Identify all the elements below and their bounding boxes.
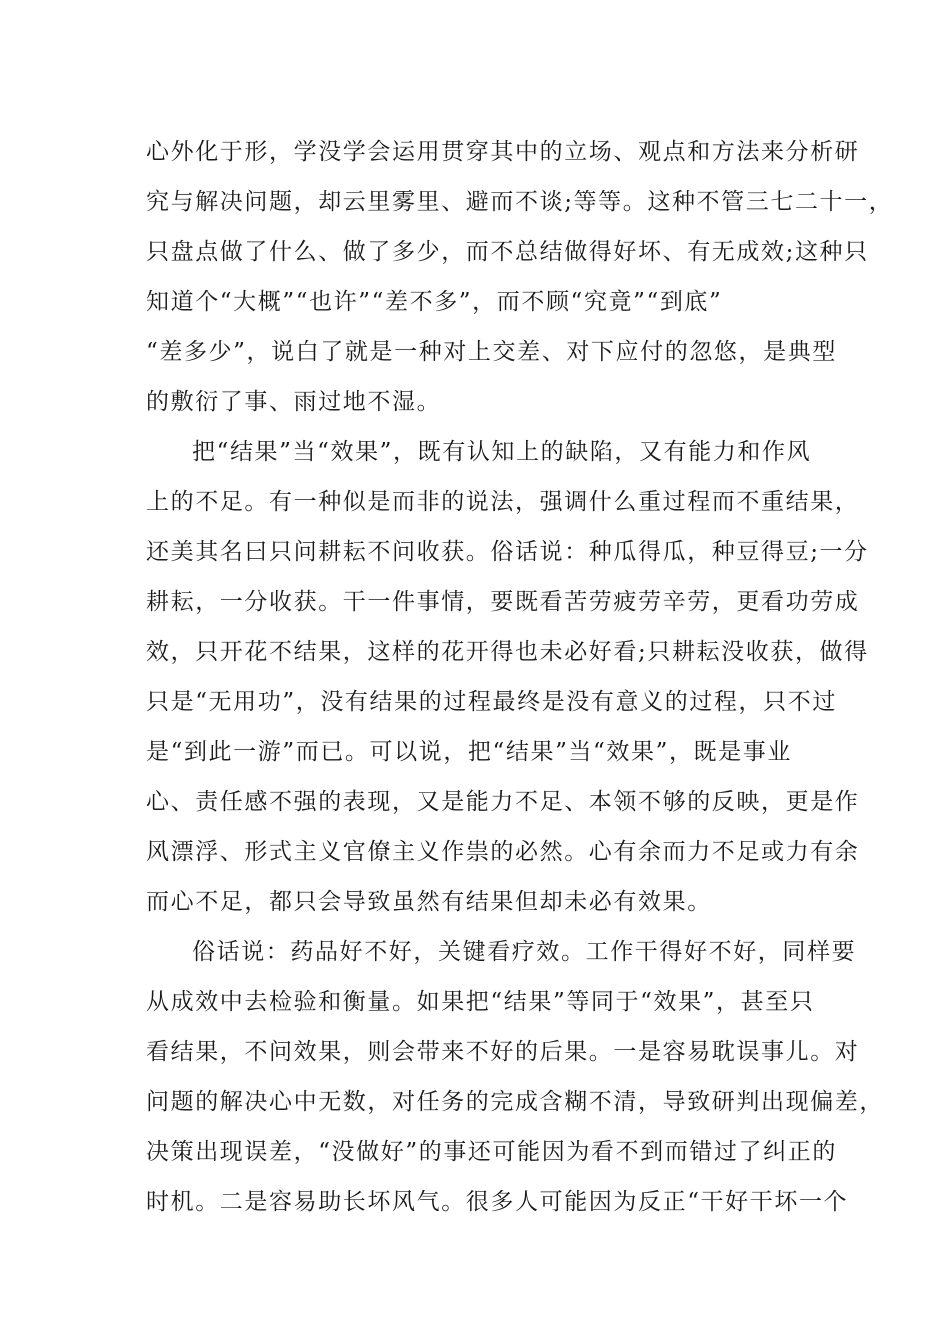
text-line: 而心不足，都只会导致虽然有结果但却未必有效果。 (146, 889, 712, 915)
text-line: 决策出现误差，“没做好”的事还可能因为看不到而错过了纠正的 (146, 1139, 837, 1165)
text-line: 是“到此一游”而已。可以说，把“结果”当“效果”，既是事业 (146, 739, 792, 765)
text-line: 耕耘，一分收获。干一件事情，要既看苦劳疲劳辛劳，更看功劳成 (146, 589, 860, 615)
text-line: “差多少”，说白了就是一种对上交差、对下应付的忽悠，是典型 (146, 339, 837, 365)
paragraph-first-line: 俗话说：药品好不好，关键看疗效。工作干得好不好，同样要 (192, 939, 857, 965)
text-line: 究与解决问题，却云里雾里、避而不谈;等等。这种不管三七二十一， (146, 189, 894, 215)
text-line: 心、责任感不强的表现，又是能力不足、本领不够的反映，更是作 (146, 789, 860, 815)
text-line: 时机。二是容易助长坏风气。很多人可能因为反正“干好干坏一个 (146, 1189, 849, 1215)
text-line: 只盘点做了什么、做了多少，而不总结做得好坏、有无成效;这种只 (146, 239, 869, 265)
text-line: 效，只开花不结果，这样的花开得也未必好看;只耕耘没收获，做得 (146, 639, 869, 665)
text-line: 风漂浮、形式主义官僚主义作祟的必然。心有余而力不足或力有余 (146, 839, 860, 865)
text-line: 看结果，不问效果，则会带来不好的后果。一是容易耽误事儿。对 (146, 1039, 860, 1065)
text-line: 知道个“大概”“也许”“差不多”，而不顾“究竟”“到底” (146, 289, 723, 315)
text-line: 问题的解决心中无数，对任务的完成含糊不清，导致研判出现偏差， (146, 1089, 884, 1115)
text-line: 心外化于形，学没学会运用贯穿其中的立场、观点和方法来分析研 (146, 139, 860, 165)
text-line: 还美其名曰只问耕耘不问收获。俗话说：种瓜得瓜，种豆得豆;一分 (146, 539, 869, 565)
text-line: 的敷衍了事、雨过地不湿。 (146, 389, 442, 415)
paragraph-first-line: 把“结果”当“效果”，既有认知上的缺陷，又有能力和作风 (192, 439, 812, 465)
text-line: 上的不足。有一种似是而非的说法，强调什么重过程而不重结果， (146, 489, 860, 515)
text-line: 从成效中去检验和衡量。如果把“结果”等同于“效果”，甚至只 (146, 989, 815, 1015)
text-line: 只是“无用功”，没有结果的过程最终是没有意义的过程，只不过 (146, 689, 837, 715)
